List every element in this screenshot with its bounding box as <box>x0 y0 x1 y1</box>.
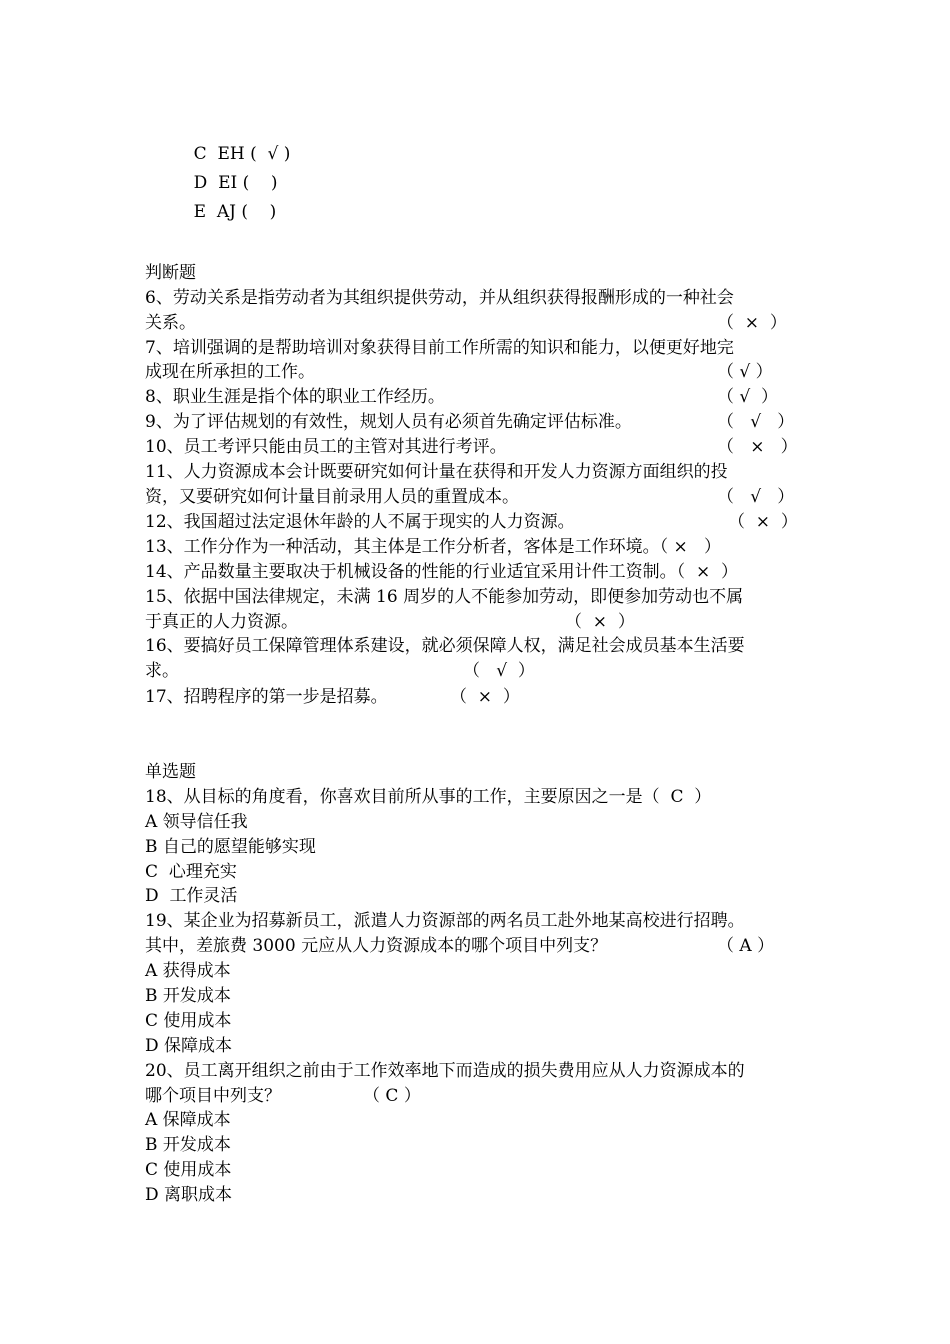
question-17 <box>145 685 825 709</box>
answer-mark: （ × ） <box>717 437 798 457</box>
question-19-line-2 <box>145 934 825 958</box>
option-text: A 领导信任我 <box>145 812 248 832</box>
option-text: D 保障成本 <box>145 1036 233 1056</box>
option-text: D EI ( ) <box>193 173 278 193</box>
question-text: 7、培训强调的是帮助培训对象获得目前工作所需的知识和能力，以便更好地完 <box>145 338 734 358</box>
question-text: 求。 <box>145 661 179 681</box>
answer-mark: （ √ ） <box>717 412 795 432</box>
option-text: D 离职成本 <box>145 1185 233 1205</box>
q20-option-c <box>145 1158 825 1182</box>
answer-mark: （ × ） <box>565 612 635 632</box>
option-text: A 保障成本 <box>145 1110 231 1130</box>
option-text: B 自己的愿望能够实现 <box>145 837 316 857</box>
option-d-ei <box>172 147 852 193</box>
answer-mark: （ √ ） <box>717 387 779 407</box>
question-text: 资，又要研究如何计量目前录用人员的重置成本。 <box>145 487 519 507</box>
question-16-line-1 <box>145 634 825 658</box>
question-10 <box>145 435 825 459</box>
answer-mark: （ √ ） <box>717 362 773 382</box>
question-text: 19、某企业为招募新员工，派遣人力资源部的两名员工赴外地某高校进行招聘。 <box>145 911 745 931</box>
option-text: C EH ( <box>193 144 268 164</box>
q20-option-d <box>145 1183 825 1207</box>
question-8 <box>145 385 825 409</box>
question-text: 其中，差旅费 3000 元应从人力资源成本的哪个项目中列支？ <box>145 936 608 956</box>
answer-mark: （ A ） <box>717 936 775 956</box>
section-heading-true-false: 判断题 <box>145 263 196 283</box>
question-text: 13、工作分作为一种活动，其主体是工作分析者，客体是工作环境。（ × ） <box>145 537 721 557</box>
question-16-line-2 <box>145 659 825 683</box>
q19-option-b <box>145 984 825 1008</box>
answer-mark: （ √ ） <box>463 661 535 681</box>
question-text: 哪个项目中列支？ <box>145 1086 281 1106</box>
option-text: B 开发成本 <box>145 986 231 1006</box>
option-text: E AJ ( ) <box>193 202 277 222</box>
option-text: D 工作灵活 <box>145 886 238 906</box>
question-text: 11、人力资源成本会计既要研究如何计量在获得和开发人力资源方面组织的投 <box>145 462 728 482</box>
question-12 <box>145 510 825 534</box>
question-text: 9、为了评估规划的有效性，规划人员有必须首先确定评估标准。 <box>145 412 632 432</box>
question-19-line-1 <box>145 909 825 933</box>
question-text: 6、劳动关系是指劳动者为其组织提供劳动，并从组织获得报酬形成的一种社会 <box>145 288 734 308</box>
q19-option-c <box>145 1009 825 1033</box>
answer-mark: （ × ） <box>728 512 798 532</box>
q19-option-d <box>145 1034 825 1058</box>
question-13 <box>145 535 825 559</box>
answer-mark: （ × ） <box>717 313 787 333</box>
question-15-line-1 <box>145 585 825 609</box>
q20-option-a <box>145 1108 825 1132</box>
option-text: C 使用成本 <box>145 1160 232 1180</box>
question-9 <box>145 410 825 434</box>
answer-mark: √ <box>267 144 279 164</box>
question-7-line-1 <box>145 336 825 360</box>
option-text: C 心理充实 <box>145 862 237 882</box>
question-15-line-2 <box>145 610 825 634</box>
question-text: 12、我国超过法定退休年龄的人不属于现实的人力资源。 <box>145 512 575 532</box>
option-c-eh <box>172 118 852 164</box>
answer-mark: （ √ ） <box>717 487 795 507</box>
q18-option-c <box>145 860 825 884</box>
question-text: 关系。 <box>145 313 196 333</box>
question-text: 10、员工考评只能由员工的主管对其进行考评。 <box>145 437 507 457</box>
option-text: B 开发成本 <box>145 1135 231 1155</box>
question-18 <box>145 785 825 809</box>
question-text: 于真正的人力资源。 <box>145 612 298 632</box>
question-text: 20、员工离开组织之前由于工作效率地下而造成的损失费用应从人力资源成本的 <box>145 1061 745 1081</box>
option-text: C 使用成本 <box>145 1011 232 1031</box>
question-text: 15、依据中国法律规定，未满 16 周岁的人不能参加劳动，即便参加劳动也不属 <box>145 587 744 607</box>
answer-mark: （ × ） <box>450 687 520 707</box>
question-6-line-2 <box>145 311 825 335</box>
q19-option-a <box>145 959 825 983</box>
question-text: 成现在所承担的工作。 <box>145 362 315 382</box>
question-text: 17、招聘程序的第一步是招募。 <box>145 687 388 707</box>
question-14 <box>145 560 825 584</box>
question-text: 18、从目标的角度看，你喜欢目前所从事的工作，主要原因之一是（ C ） <box>145 787 712 807</box>
question-text: 8、职业生涯是指个体的职业工作经历。 <box>145 387 445 407</box>
question-text: 14、产品数量主要取决于机械设备的性能的行业适宜采用计件工资制。（ × ） <box>145 562 738 582</box>
section-heading-single-choice: 单选题 <box>145 762 196 782</box>
option-e-aj <box>172 176 852 222</box>
option-text: A 获得成本 <box>145 961 231 981</box>
question-20-line-2 <box>145 1084 825 1108</box>
question-7-line-2 <box>145 360 825 384</box>
answer-mark: （ C ） <box>363 1086 421 1106</box>
question-11-line-1 <box>145 460 825 484</box>
q20-option-b <box>145 1133 825 1157</box>
question-text: 16、要搞好员工保障管理体系建设，就必须保障人权，满足社会成员基本生活要 <box>145 636 745 656</box>
question-11-line-2 <box>145 485 825 509</box>
question-20-line-1 <box>145 1059 825 1083</box>
q18-option-a <box>145 810 825 834</box>
option-close: ) <box>278 144 291 164</box>
question-6-line-1 <box>145 286 825 310</box>
q18-option-b <box>145 835 825 859</box>
q18-option-d <box>145 884 825 908</box>
